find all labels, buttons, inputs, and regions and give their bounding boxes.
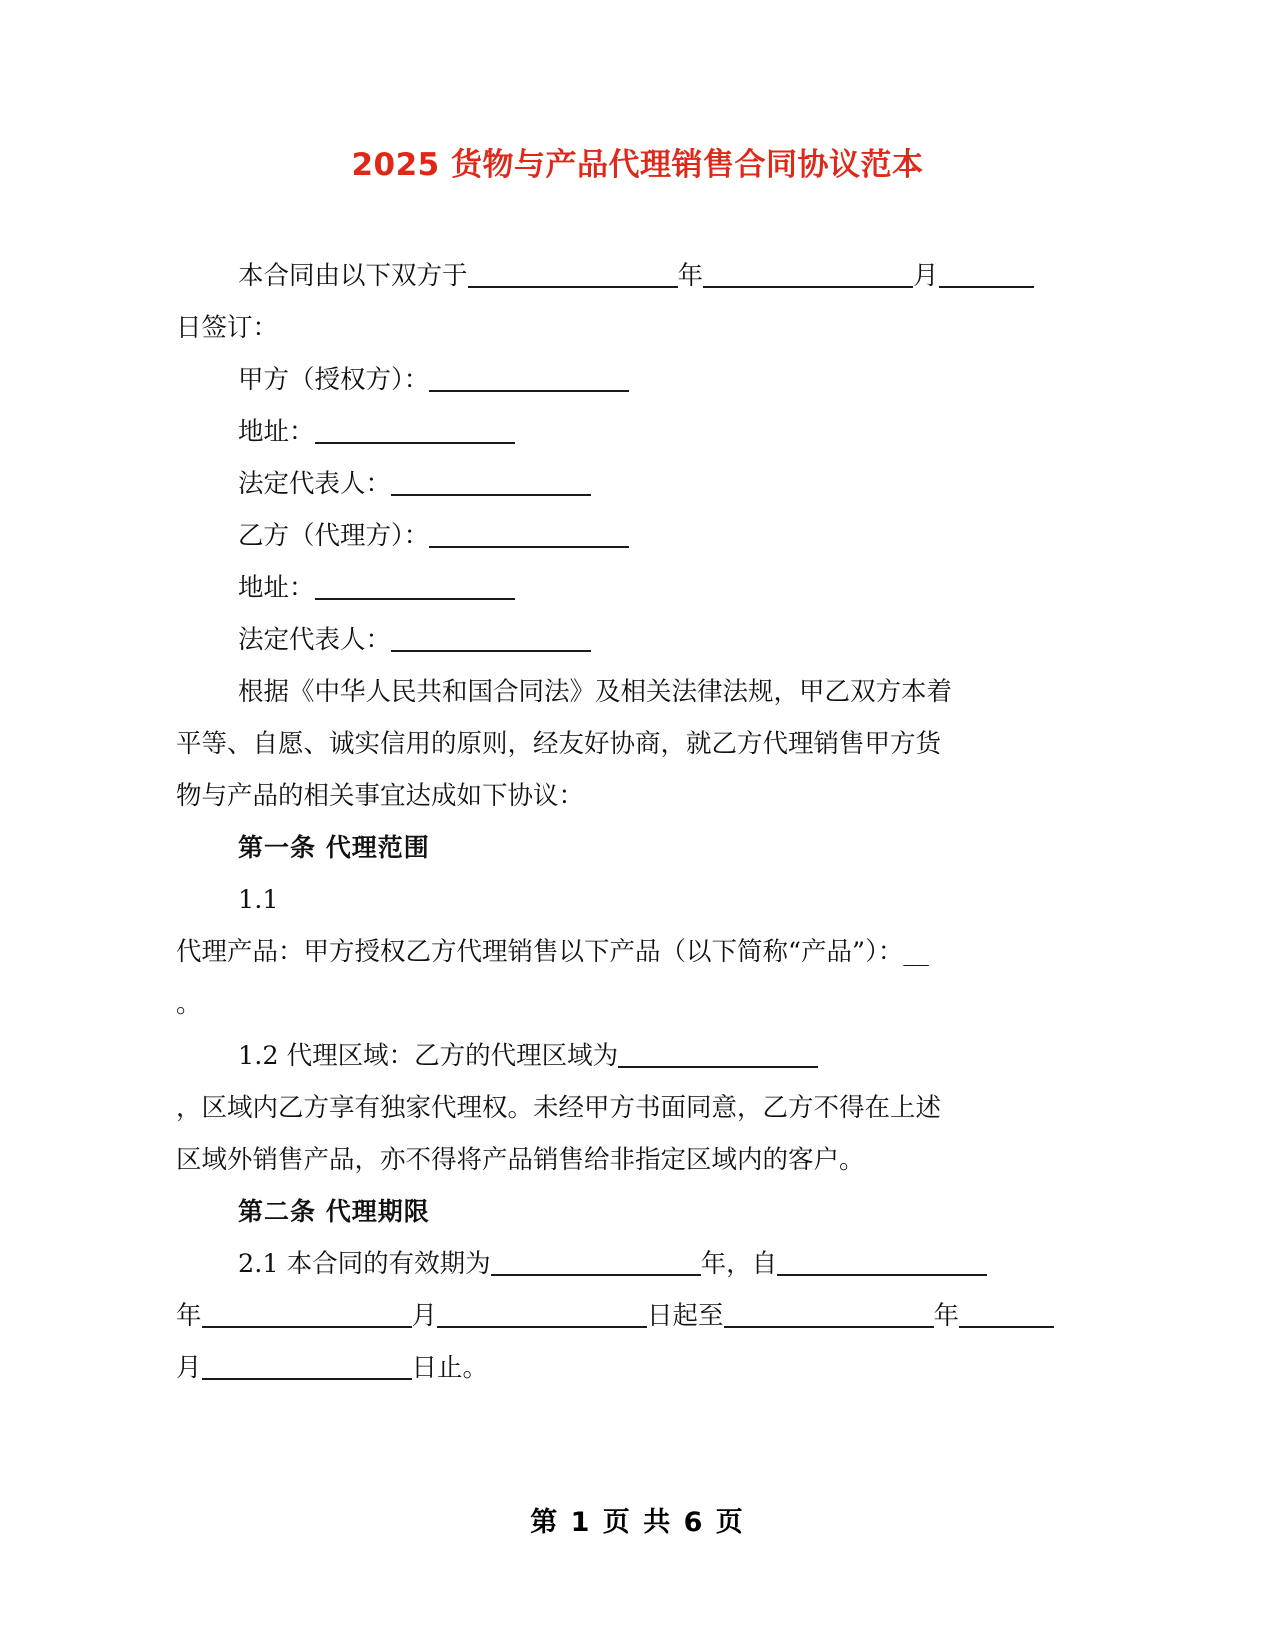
preamble-line-2: 平等、自愿、诚实信用的原则，经友好协商，就乙方代理销售甲方货 <box>176 729 942 759</box>
article-1-heading: 第一条 代理范围 <box>238 833 430 862</box>
clause-1-1-period: 。 <box>176 989 202 1019</box>
clause-1-2-line-2: ，区域内乙方享有独家代理权。未经甲方书面同意，乙方不得在上述 <box>176 1093 942 1123</box>
intro-text-c: 月 <box>913 261 939 291</box>
page-footer: 第 1 页 共 6 页 <box>530 1507 745 1538</box>
clause-2-1-term-field[interactable] <box>491 1249 701 1276</box>
clause-1-1-number: 1.1 <box>238 885 279 915</box>
party-b-label: 乙方（代理方）： <box>238 521 430 551</box>
clause-2-1-text-a: 2.1 本合同的有效期为 <box>238 1249 491 1279</box>
party-a-address-label: 地址： <box>238 417 315 447</box>
clause-1-1-body: 代理产品：甲方授权乙方代理销售以下产品（以下简称“产品”）： <box>176 937 904 967</box>
clause-2-1-text-b: 年，自 <box>700 1249 778 1279</box>
party-a-address-line <box>176 406 1036 458</box>
blank-month-field[interactable] <box>703 261 913 288</box>
intro-line-1 <box>176 250 1036 302</box>
party-b-address-label: 地址： <box>238 573 315 603</box>
clause-2-1-text-h: 日止。 <box>411 1353 489 1383</box>
party-a-rep-label: 法定代表人： <box>238 469 392 499</box>
intro-text-b: 年 <box>677 261 704 291</box>
clause-2-1-text-g: 月 <box>176 1353 202 1383</box>
document-body <box>176 250 1036 1394</box>
party-b-rep-line <box>176 614 1036 666</box>
article-2-heading: 第二条 代理期限 <box>238 1197 430 1226</box>
party-a-address-field[interactable] <box>315 417 515 444</box>
party-a-rep-field[interactable] <box>391 469 591 496</box>
clause-1-2-line-1 <box>176 1030 1036 1082</box>
clause-2-1-text-e: 日起至 <box>647 1301 724 1331</box>
clause-1-2-text-a: 1.2 代理区域：乙方的代理区域为 <box>238 1041 619 1071</box>
party-b-rep-label: 法定代表人： <box>238 625 392 655</box>
party-a-rep-line <box>176 458 1036 510</box>
clause-2-1-start-year-field[interactable] <box>777 1249 987 1276</box>
party-b-address-field[interactable] <box>315 573 515 600</box>
page-title: 2025 货物与产品代理销售合同协议范本 <box>351 147 924 183</box>
clause-2-1-end-month-field[interactable] <box>959 1301 1054 1328</box>
party-a-label: 甲方（授权方）： <box>238 365 430 395</box>
clause-2-1-end-day-field[interactable] <box>202 1353 412 1380</box>
clause-2-1-line-3 <box>176 1342 1036 1394</box>
party-b-rep-field[interactable] <box>391 625 591 652</box>
blank-year-field[interactable] <box>468 261 678 288</box>
party-a-line <box>176 354 1036 406</box>
clause-2-1-start-day-field[interactable] <box>437 1301 647 1328</box>
clause-1-2-line-3: 区域外销售产品，亦不得将产品销售给非指定区域内的客户。 <box>176 1145 865 1175</box>
clause-2-1-text-c: 年 <box>176 1301 202 1331</box>
clause-2-1-line-2 <box>176 1290 1036 1342</box>
blank-day-field[interactable] <box>939 261 1034 288</box>
clause-2-1-end-year-field[interactable] <box>724 1301 934 1328</box>
clause-1-2-region-field[interactable] <box>618 1041 818 1068</box>
clause-2-1-line-1 <box>176 1238 1036 1290</box>
clause-2-1-start-month-field[interactable] <box>202 1301 412 1328</box>
party-b-name-field[interactable] <box>429 521 629 548</box>
intro-line-2: 日签订： <box>176 313 279 343</box>
clause-2-1-text-f: 年 <box>933 1301 960 1331</box>
party-b-line <box>176 510 1036 562</box>
clause-1-1-blank[interactable]: __ <box>903 937 929 967</box>
preamble-line-3: 物与产品的相关事宜达成如下协议： <box>176 781 585 811</box>
preamble-line-1: 根据《中华人民共和国合同法》及相关法律法规，甲乙双方本着 <box>238 677 953 707</box>
intro-text-a: 本合同由以下双方于 <box>238 261 468 291</box>
clause-2-1-text-d: 月 <box>411 1301 438 1331</box>
clause-1-1-text <box>176 926 1036 978</box>
party-b-address-line <box>176 562 1036 614</box>
party-a-name-field[interactable] <box>429 365 629 392</box>
